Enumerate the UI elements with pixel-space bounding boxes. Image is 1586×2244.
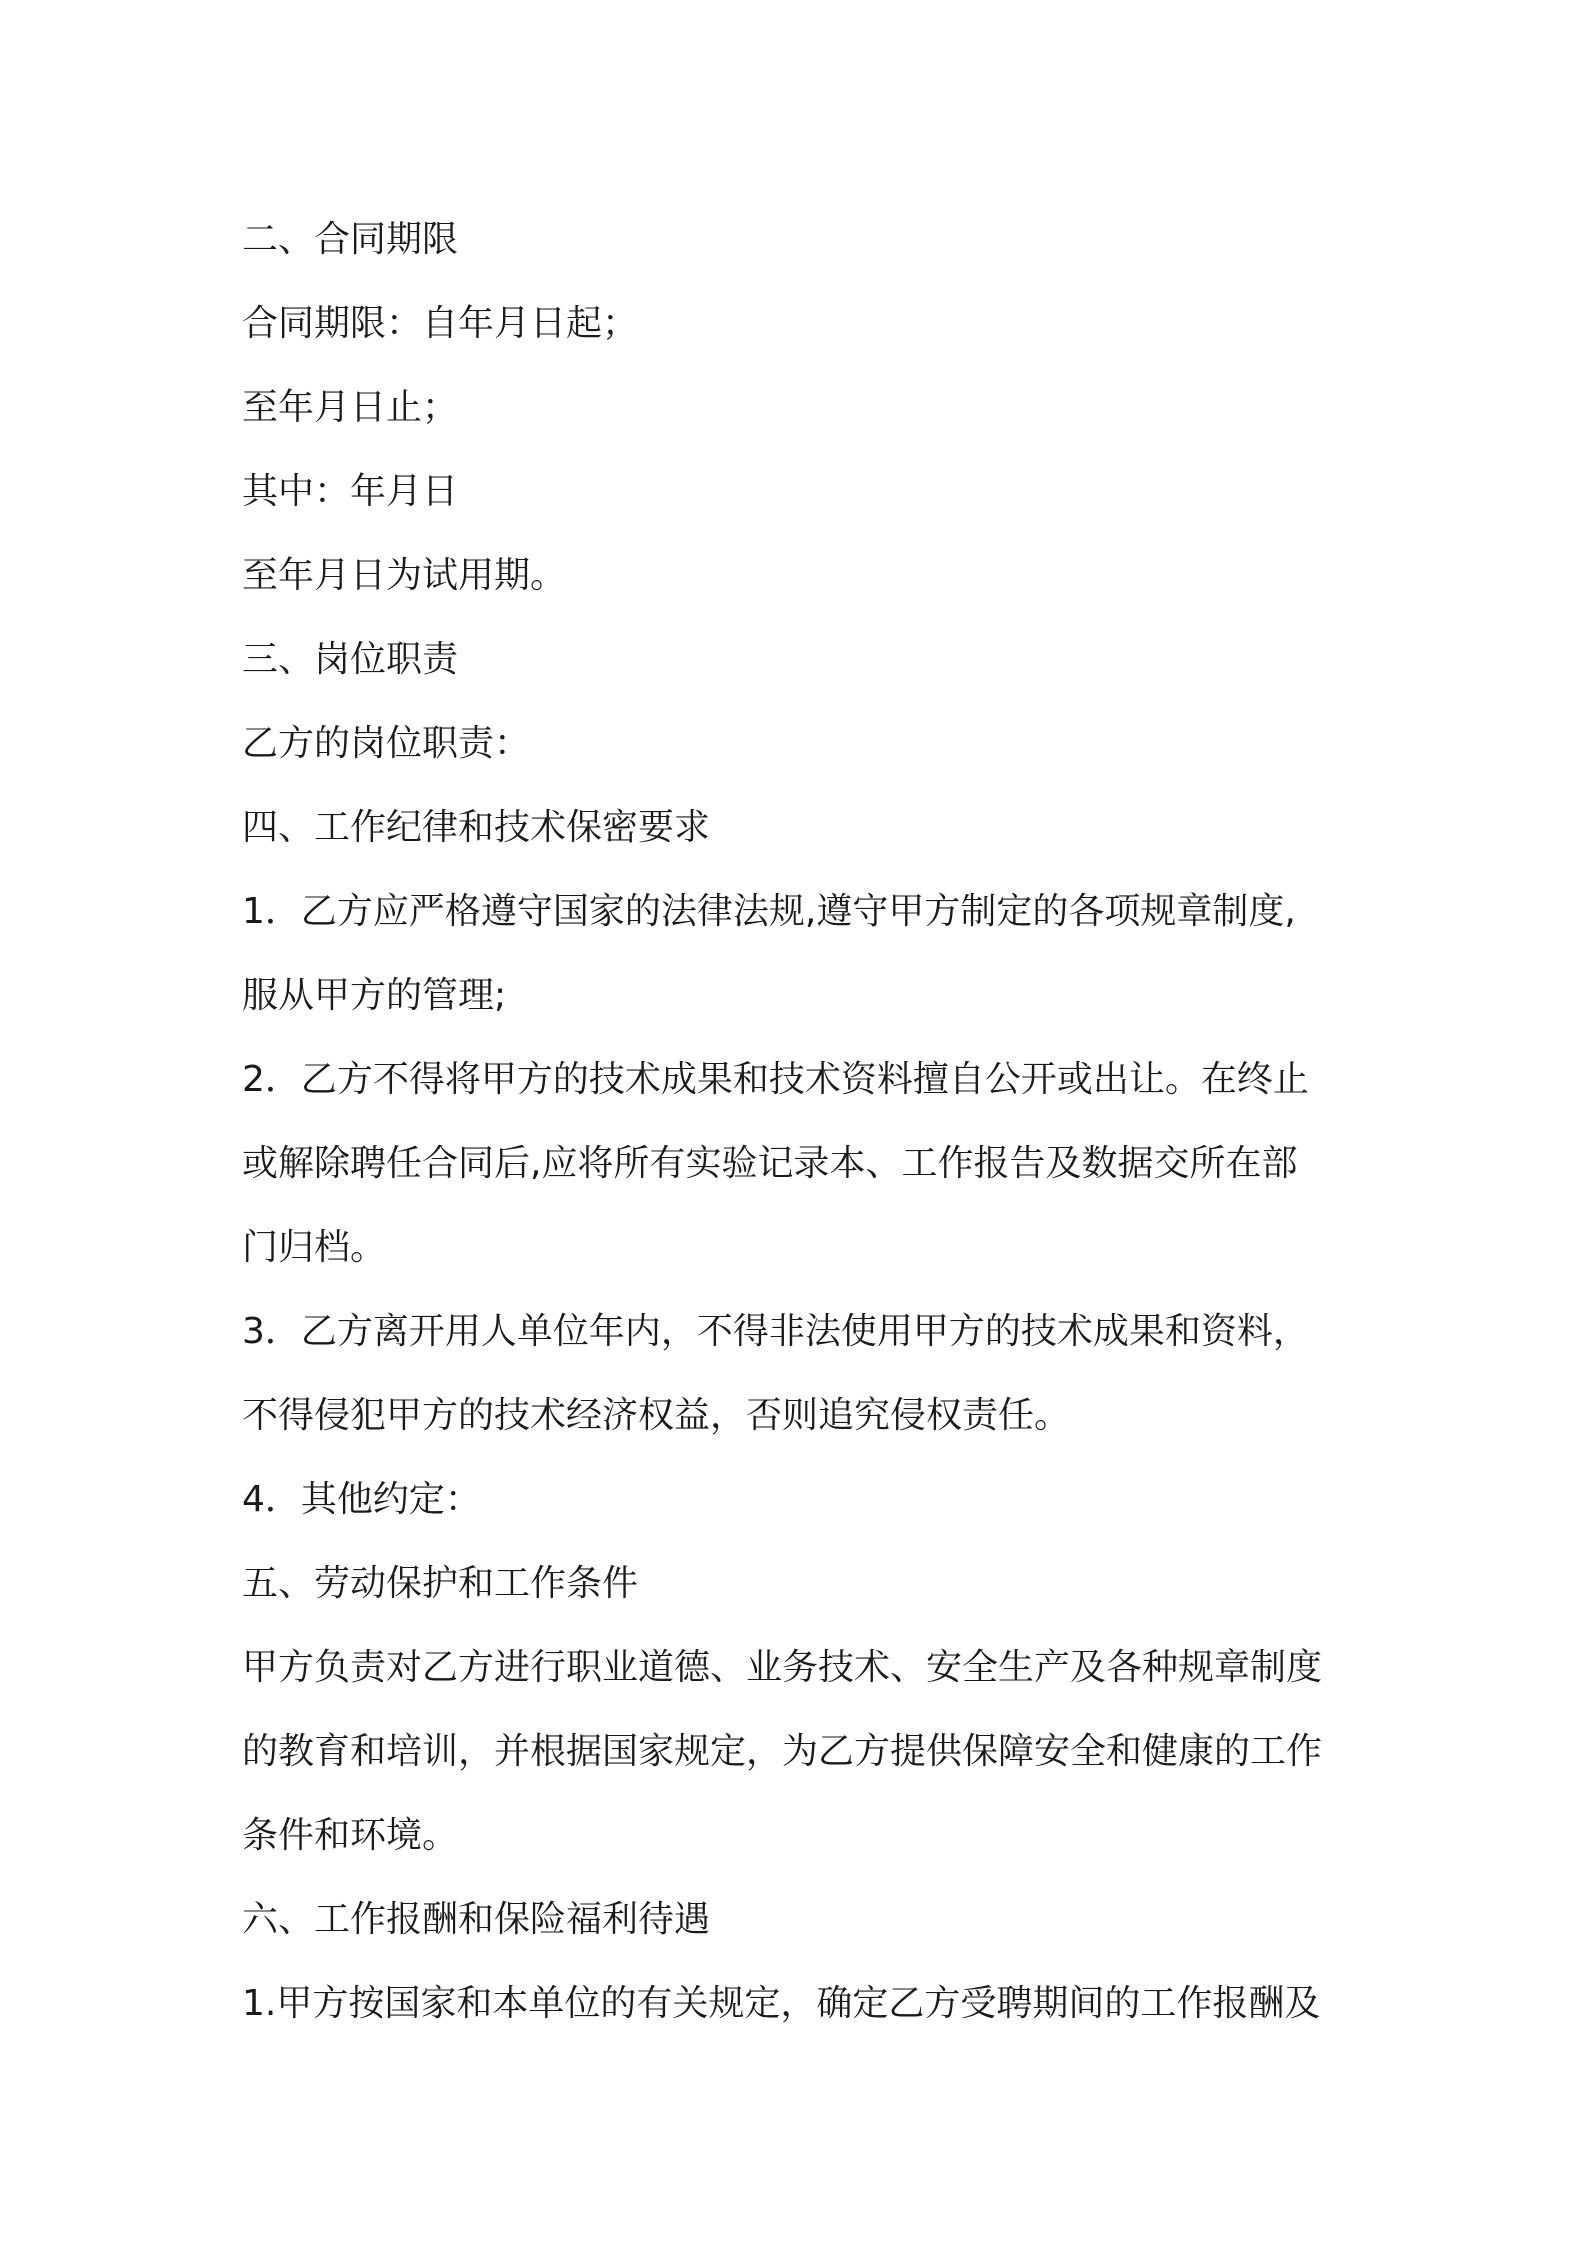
contract-term-start: 合同期限：自年月日起； [242,303,639,344]
document-body [242,198,1362,2046]
compensation-clause-1: 1.甲方按国家和本单位的有关规定，确定乙方受聘期间的工作报酬及 [242,1983,1321,2024]
clause-2-line-1: 2．乙方不得将甲方的技术成果和技术资料擅自公开或出让。在终止 [242,1059,1309,1100]
labor-protection-line-2: 的教育和培训，并根据国家规定，为乙方提供保障安全和健康的工作 [242,1731,1323,1772]
labor-protection-line-3: 条件和环境。 [242,1815,459,1856]
labor-protection-line-1: 甲方负责对乙方进行职业道德、业务技术、安全生产及各种规章制度 [242,1647,1323,1688]
clause-3-line-1: 3．乙方离开用人单位年内，不得非法使用甲方的技术成果和资料， [242,1311,1309,1352]
clause-3-line-2: 不得侵犯甲方的技术经济权益，否则追究侵权责任。 [242,1395,1071,1436]
probation-end: 至年月日为试用期。 [242,555,567,596]
clause-1-line-2: 服从甲方的管理; [242,975,507,1016]
probation-start: 其中：年月日 [242,471,459,512]
section-heading-contract-term: 二、合同期限 [242,219,459,260]
contract-term-end: 至年月日止； [242,387,459,428]
section-heading-job-duties: 三、岗位职责 [242,639,459,680]
clause-1-line-1: 1．乙方应严格遵守国家的法律法规,遵守甲方制定的各项规章制度, [242,891,1296,932]
section-heading-discipline-confidentiality: 四、工作纪律和技术保密要求 [242,807,711,848]
clause-4: 4．其他约定： [242,1479,481,1520]
clause-2-line-3: 门归档。 [242,1227,387,1268]
section-heading-compensation-benefits: 六、工作报酬和保险福利待遇 [242,1899,711,1940]
job-duties-text: 乙方的岗位职责： [242,723,531,764]
clause-2-line-2: 或解除聘任合同后,应将所有实验记录本、工作报告及数据交所在部 [242,1143,1298,1184]
section-heading-labor-protection: 五、劳动保护和工作条件 [242,1563,639,1604]
